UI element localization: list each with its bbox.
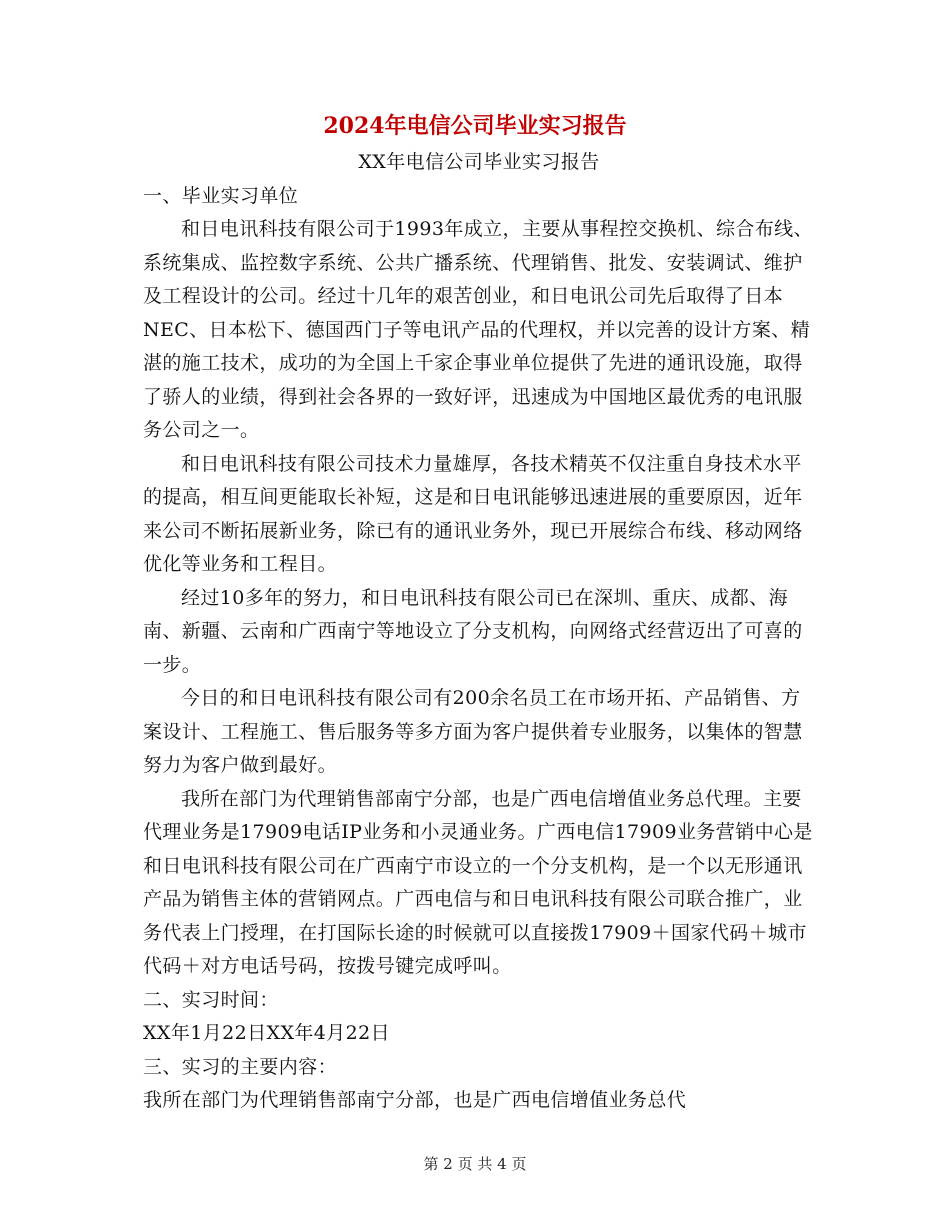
section-heading-main-content: 三、实习的主要内容： bbox=[143, 1055, 338, 1078]
section-heading-internship-time: 二、实习时间： bbox=[143, 988, 279, 1011]
paragraph-technical-strength: 和日电讯科技有限公司技术力量雄厚，各技术精英不仅注重自身技术水平的提高，相互间更能取长补短，这是和日电讯能够迅速进展的重要原因，近年来公司不断拓展新业务，除已有的通讯业务外，现已开展综合布线、移动网络优化等业务和工程目。 bbox=[143, 452, 803, 575]
paragraph-main-content: 我所在部门为代理销售部南宁分部，也是广西电信增值业务总代 bbox=[143, 1089, 687, 1111]
paragraph-company-intro: 和日电讯科技有限公司于1993年成立，主要从事程控交换机、综合布线、系统集成、监控数字系统、公共广播系统、代理销售、批发、安装调试、维护及工程设计的公司。经过十几年的艰苦创业，和日电讯公司先后取得了日本NEC、日本松下、德国西门子等电讯产品的代理权，并以完善的设计方案、精湛的施工技术，成功的为全国上千家企事业单位提供了先进的通讯设施，取得了骄人的业绩，得到社会各界的一致好评，迅速成为中国地区最优秀的电讯服务公司之一。 bbox=[143, 218, 813, 441]
paragraph-staff: 今日的和日电讯科技有限公司有200余名员工在市场开拓、产品销售、方案设计、工程施工、售后服务等多方面为客户提供着专业服务，以集体的智慧努力为客户做到最好。 bbox=[143, 687, 803, 776]
document-subtitle: XX年电信公司毕业实习报告 bbox=[358, 151, 600, 173]
paragraph-branches: 经过10多年的努力，和日电讯科技有限公司已在深圳、重庆、成都、海南、新疆、云南和广西南宁等地设立了分支机构，向网络式经营迈出了可喜的一步。 bbox=[143, 586, 803, 676]
paragraph-department: 我所在部门为代理销售部南宁分部，也是广西电信增值业务总代理。主要代理业务是17909电话IP业务和小灵通业务。广西电信17909业务营销中心是和日电讯科技有限公司在广西南宁市设立的一个分支机构，是一个以无形通讯产品为销售主体的营销网点。广西电信与和日电讯科技有限公司联合推广，业务代表上门授理，在打国际长途的时候就可以直接拨17909＋国家代码＋城市代码＋对方电话号码，按拨号键完成呼叫。 bbox=[143, 787, 813, 977]
document-body bbox=[143, 146, 815, 1118]
page-number-footer: 第 2 页 共 4 页 bbox=[423, 1155, 527, 1173]
document-title: 2024年电信公司毕业实习报告 bbox=[323, 113, 627, 139]
section-heading-internship-unit: 一、毕业实习单位 bbox=[143, 184, 299, 207]
internship-dates: XX年1月22日XX年4月22日 bbox=[143, 1022, 391, 1044]
